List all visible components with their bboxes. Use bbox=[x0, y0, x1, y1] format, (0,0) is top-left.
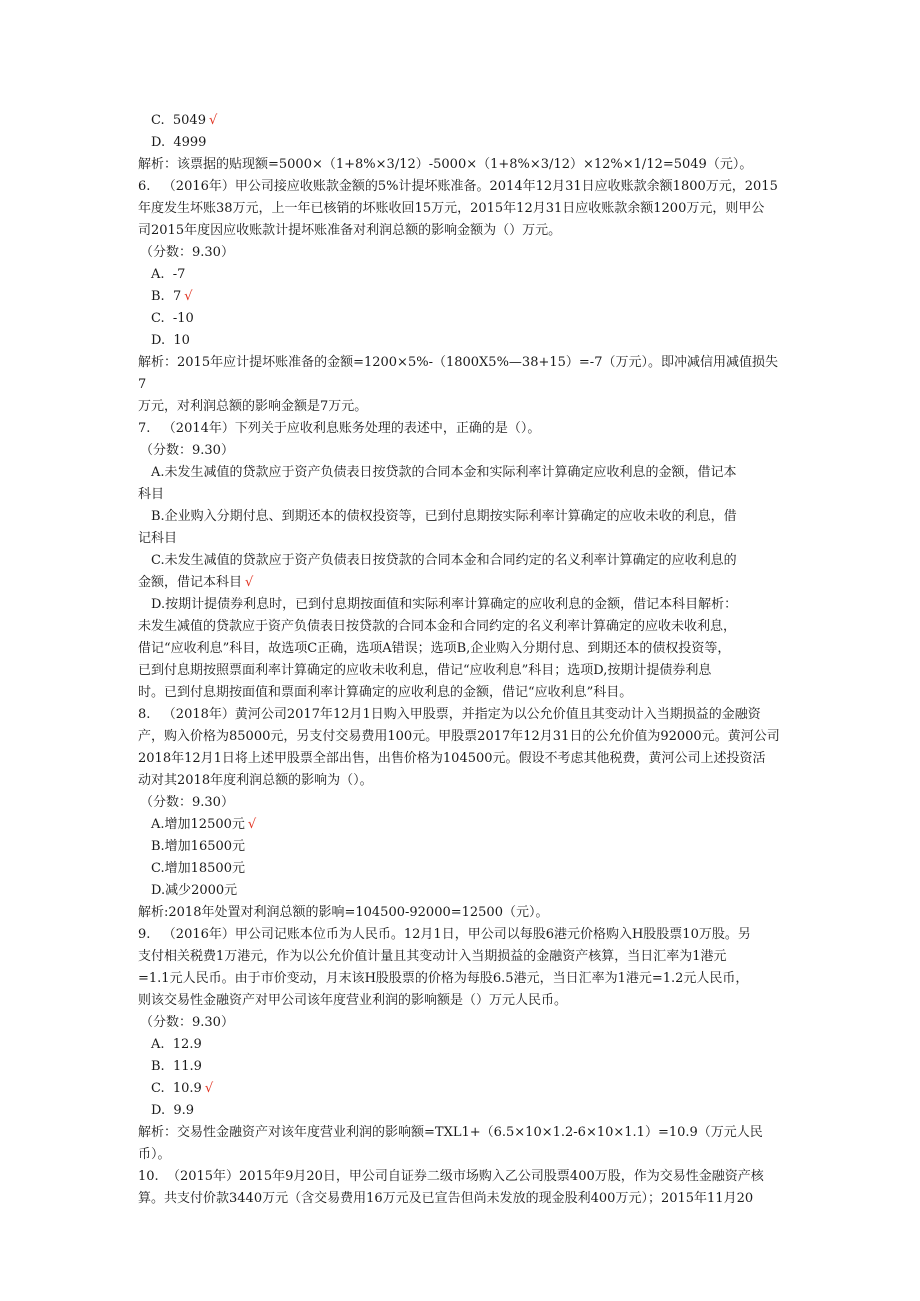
line-text: A.增加12500元 bbox=[151, 817, 245, 832]
text-line bbox=[138, 352, 786, 396]
line-text: 币）。 bbox=[138, 1147, 171, 1162]
score-line bbox=[138, 242, 786, 264]
line-text: 已到付息期按照票面利率计算确定的应收未收利息，借记“应收利息”科目；选项D,按期计提债券利息 bbox=[138, 663, 712, 678]
line-text: 未发生减值的贷款应于资产负债表日按贷款的合同本金和合同约定的名义利率计算确定的应收未收利息， bbox=[138, 619, 737, 634]
answer-option bbox=[138, 1034, 786, 1056]
line-text: 支付相关税费1万港元，作为以公允价值计量且其变动计入当期损益的金融资产核算，当日汇率为1港元 bbox=[138, 949, 727, 964]
correct-check-icon: √ bbox=[204, 1081, 214, 1096]
text-line bbox=[138, 616, 786, 638]
text-line bbox=[138, 726, 786, 748]
line-text: B. 11.9 bbox=[151, 1059, 202, 1074]
line-text: （分数：9.30） bbox=[140, 443, 234, 458]
line-text: 时。已到付息期按面值和票面利率计算确定的应收利息的金额，借记“应收利息”科目。 bbox=[138, 685, 633, 700]
answer-option bbox=[138, 836, 786, 858]
correct-check-icon: √ bbox=[184, 289, 193, 304]
answer-option bbox=[138, 308, 786, 330]
line-text: 2018年12月1日将上述甲股票全部出售，出售价格为104500元。假设不考虑其他税费，黄河公司上述投资活 bbox=[138, 751, 766, 766]
line-text: 算。共支付价款3440万元（含交易费用16万元及已宣告但尚未发放的现金股利400万元）；2015年11月20 bbox=[138, 1191, 754, 1206]
text-line bbox=[138, 154, 786, 176]
document-page bbox=[138, 110, 786, 1210]
text-line bbox=[138, 418, 786, 440]
line-text: B.增加16500元 bbox=[151, 839, 246, 854]
line-text: C. 10.9 bbox=[151, 1081, 202, 1096]
line-text: （分数：9.30） bbox=[140, 245, 234, 260]
text-line bbox=[138, 638, 786, 660]
text-line bbox=[138, 660, 786, 682]
line-text: D.按期计提债券利息时，已到付息期按面值和实际利率计算确定的应收利息的金额，借记本科目解析： bbox=[151, 597, 738, 612]
answer-option bbox=[138, 1056, 786, 1078]
line-text: D. 10 bbox=[151, 333, 190, 348]
line-text: D. 4999 bbox=[151, 135, 207, 150]
line-text: 金额，借记本科目 bbox=[138, 575, 243, 590]
line-text: 借记“应收利息”科目，故选项C正确，选项A错误；选项B,企业购入分期付息、到期还本的债权投资等， bbox=[138, 641, 731, 656]
text-line bbox=[138, 396, 786, 418]
answer-option bbox=[138, 330, 786, 352]
line-text: 记科目 bbox=[138, 531, 178, 546]
answer-option bbox=[138, 506, 786, 528]
text-line bbox=[138, 220, 786, 242]
text-line bbox=[138, 748, 786, 770]
line-text: 则该交易性金融资产对甲公司该年度营业利润的影响额是（）万元人民币。 bbox=[138, 993, 568, 1008]
line-text: C. 5049 bbox=[151, 113, 206, 128]
text-line bbox=[138, 946, 786, 968]
line-text: C.未发生减值的贷款应于资产负债表日按贷款的合同本金和合同约定的名义利率计算确定的应收利息的 bbox=[151, 553, 737, 568]
line-text: 司2015年度因应收账款计提坏账准备对利润总额的影响金额为（）万元。 bbox=[138, 223, 562, 238]
line-text: 年度发生坏账38万元，上一年已核销的坏账收回15万元，2015年12月31日应收账款余额1200万元，则甲公 bbox=[138, 201, 765, 216]
line-text: A. 12.9 bbox=[151, 1037, 202, 1052]
correct-check-icon: √ bbox=[208, 113, 218, 128]
answer-option bbox=[138, 550, 786, 572]
score-line bbox=[138, 1012, 786, 1034]
answer-option bbox=[138, 1078, 786, 1100]
line-text: 解析：交易性金融资产对该年度营业利润的影响额=TXL1+（6.5×10×1.2-6×10×1.1）=10.9（万元人民 bbox=[138, 1125, 763, 1140]
answer-option bbox=[138, 880, 786, 902]
answer-option bbox=[138, 264, 786, 286]
line-text: A. -7 bbox=[151, 267, 186, 282]
answer-option bbox=[138, 286, 786, 308]
text-line bbox=[138, 990, 786, 1012]
line-text: D.减少2000元 bbox=[151, 883, 238, 898]
text-line bbox=[138, 902, 786, 924]
line-text: 6. （2016年）甲公司接应收账款金额的5%计提坏账准备。2014年12月31日应收账款余额1800万元，2015 bbox=[138, 179, 778, 194]
answer-option bbox=[138, 462, 786, 484]
line-text: 产，购入价格为85000元，另支付交易费用100元。甲股票2017年12月31日的公允价值为92000元。黄河公司 bbox=[138, 729, 780, 744]
line-text: B.企业购入分期付息、到期还本的债权投资等，已到付息期按实际利率计算确定的应收未收的利息，借 bbox=[151, 509, 737, 524]
text-line bbox=[138, 572, 786, 594]
correct-check-icon: √ bbox=[245, 575, 254, 590]
answer-option bbox=[138, 814, 786, 836]
answer-option bbox=[138, 858, 786, 880]
answer-option bbox=[138, 594, 786, 616]
correct-check-icon: √ bbox=[247, 817, 257, 832]
text-line bbox=[138, 484, 786, 506]
line-text: 8. （2018年）黄河公司2017年12月1日购入甲股票，并指定为以公允价值且其变动计入当期损益的金融资 bbox=[138, 707, 761, 722]
answer-option bbox=[138, 1100, 786, 1122]
text-line bbox=[138, 1166, 786, 1188]
text-line bbox=[138, 198, 786, 220]
line-text: 科目 bbox=[138, 487, 165, 502]
line-text: 动对其2018年度利润总额的影响为（）。 bbox=[138, 773, 373, 788]
line-text: 9. （2016年）甲公司记账本位币为人民币。12月1日，甲公司以每股6港元价格购入H股股票10万股。另 bbox=[138, 927, 751, 942]
score-line bbox=[138, 440, 786, 462]
line-text: （分数：9.30） bbox=[140, 795, 234, 810]
line-text: 10. （2015年）2015年9月20日，甲公司自证券二级市场购入乙公司股票400万股，作为交易性金融资产核 bbox=[138, 1169, 764, 1184]
answer-option bbox=[138, 132, 786, 154]
text-line bbox=[138, 704, 786, 726]
line-text: 万元，对利润总额的影响金额是7万元。 bbox=[138, 399, 368, 414]
line-text: 解析：2015年应计提坏账准备的金额=1200×5%-（1800X5%—38+15）=-7（万元）。即冲减信用减值损失7 bbox=[138, 355, 778, 392]
answer-option bbox=[138, 110, 786, 132]
line-text: 7. （2014年）下列关于应收利息账务处理的表述中，正确的是（）。 bbox=[138, 421, 541, 436]
text-line bbox=[138, 682, 786, 704]
line-text: C.增加18500元 bbox=[151, 861, 245, 876]
text-line bbox=[138, 528, 786, 550]
text-line bbox=[138, 924, 786, 946]
line-text: 解析：该票据的贴现额=5000×（1+8%×3/12）-5000×（1+8%×3/12）×12%×1/12=5049（元）。 bbox=[138, 157, 753, 172]
text-line bbox=[138, 1188, 786, 1210]
line-text: A.未发生减值的贷款应于资产负债表日按贷款的合同本金和实际利率计算确定应收利息的金额，借记本 bbox=[151, 465, 737, 480]
score-line bbox=[138, 792, 786, 814]
line-text: B. 7 bbox=[151, 289, 182, 304]
line-text: =1.1元人民币。由于市价变动，月末该H股股票的价格为每股6.5港元，当日汇率为1港元=1.2元人民币， bbox=[138, 971, 749, 986]
line-text: D. 9.9 bbox=[151, 1103, 195, 1118]
text-line bbox=[138, 968, 786, 990]
text-line bbox=[138, 770, 786, 792]
line-text: 解析:2018年处置对利润总额的影响=104500-92000=12500（元）。 bbox=[138, 905, 549, 920]
line-text: （分数：9.30） bbox=[140, 1015, 234, 1030]
text-line bbox=[138, 1122, 786, 1144]
text-line bbox=[138, 176, 786, 198]
text-line bbox=[138, 1144, 786, 1166]
line-text: C. -10 bbox=[151, 311, 194, 326]
